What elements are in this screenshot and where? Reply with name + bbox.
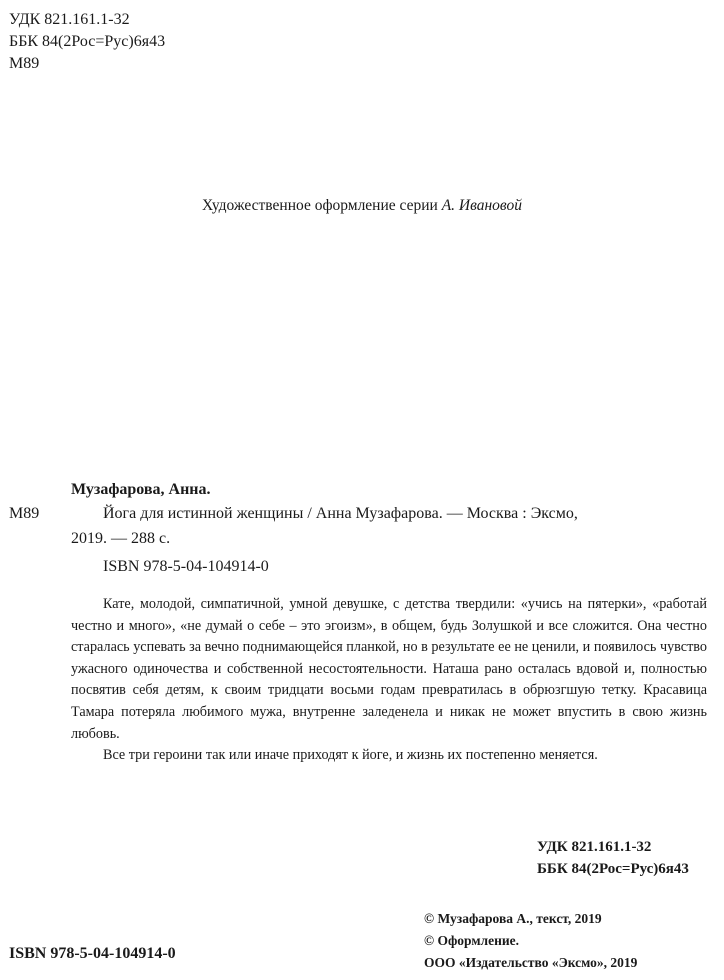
bottom-classification-codes	[537, 836, 689, 880]
annotation	[71, 594, 707, 767]
bbk-code: ББК 84(2Рос=Рус)6я43	[9, 33, 166, 50]
catalog-author: Музафарова, Анна.	[71, 481, 211, 498]
copyright-publisher: ООО «Издательство «Эксмо», 2019	[424, 955, 638, 970]
copyright-text: © Музафарова А., текст, 2019	[424, 911, 602, 926]
bottom-udk-code: УДК 821.161.1-32	[537, 839, 652, 855]
annotation-paragraph: Кате, молодой, симпатичной, умной девушке, с детства твердили: «учись на пятерки», «работай честно и много», «не думай о себе – это эгоизм», в общем, будь Золушкой и все сложится. Она честно старалась успевать за вечно поднимающейся планкой, но в результате ее не ценили, и появилось чувство ужасного одиночества и собственной несостоятельности. Наташа рано осталась вдовой и, полностью посвятив себя детям, к своим тридцати восьми годам превратилась в обрюзгшую тетку. Красавица Тамара потеряла любимого мужа, внутренне заледенела и никак не может впустить в свою жизнь любовь.	[71, 596, 707, 742]
classification-codes	[9, 9, 165, 75]
bottom-bbk-code: ББК 84(2Рос=Рус)6я43	[537, 861, 689, 877]
series-designer-name: А. Ивановой	[441, 197, 522, 214]
udk-code: УДК 821.161.1-32	[9, 11, 130, 28]
series-design-credit	[0, 197, 724, 215]
author-mark: М89	[9, 55, 40, 72]
catalog-author-mark: М89	[9, 505, 40, 522]
copyright-design: © Оформление.	[424, 933, 520, 948]
copyright-block	[424, 908, 637, 974]
isbn-footer: ISBN 978-5-04-104914-0	[9, 945, 176, 962]
catalog-publication: 2019. — 288 с.	[71, 530, 171, 547]
catalog-isbn: ISBN 978-5-04-104914-0	[103, 558, 269, 575]
series-design-label: Художественное оформление серии	[202, 197, 438, 214]
annotation-paragraph: Все три героини так или иначе приходят к йоге, и жизнь их постепенно меняется.	[103, 747, 598, 764]
catalog-title: Йога для истинной женщины / Анна Музафарова. — Москва : Эксмо,	[103, 505, 578, 522]
